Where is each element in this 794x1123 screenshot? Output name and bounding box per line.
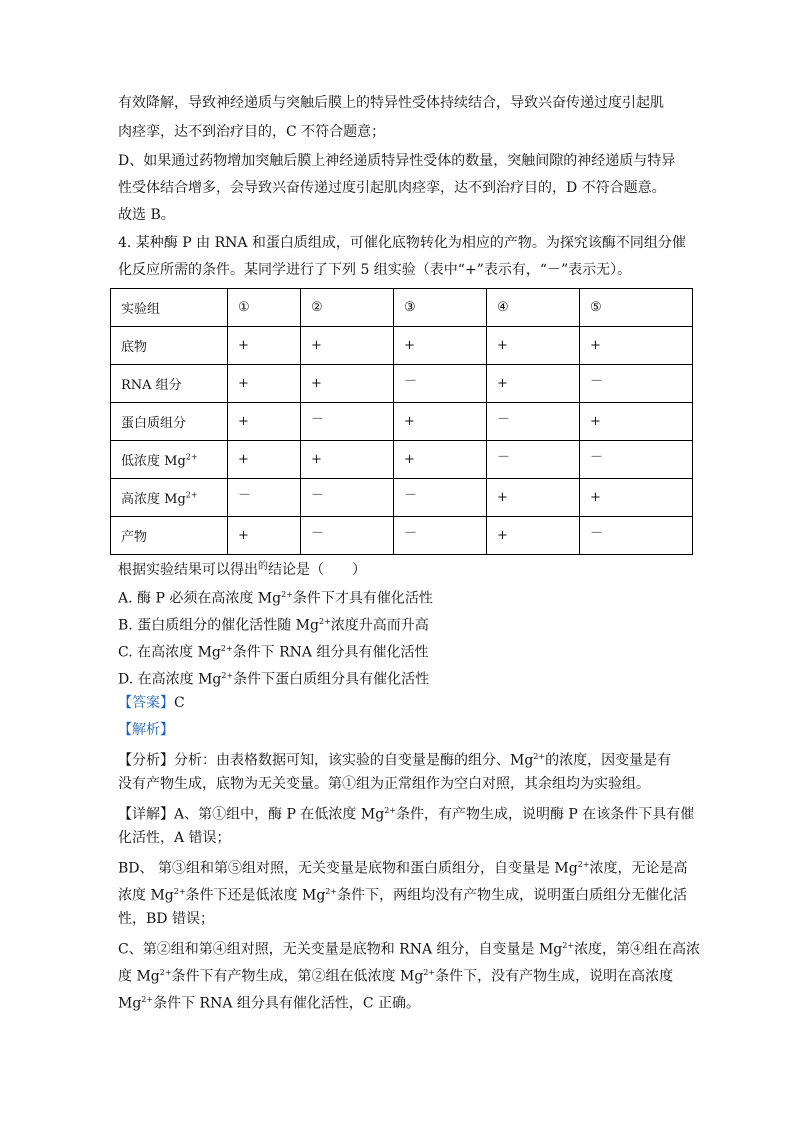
table-cell: + (394, 441, 487, 479)
table-cell (580, 517, 693, 555)
cell-value: － (311, 526, 325, 541)
analysis-line: 化活性，A 错误； (118, 830, 231, 846)
row-label: 蛋白质组分 (111, 403, 228, 441)
table-cell (301, 403, 394, 441)
row-label: 产物 (111, 517, 228, 555)
analysis-text: BD、 第③组和第⑤组对照，无关变量是底物和蛋白质组分，自变量是 Mg (118, 860, 578, 877)
table-cell (301, 517, 394, 555)
superscript: 2+ (185, 452, 198, 462)
table-header-cell: ② (301, 289, 394, 327)
analysis-line (118, 882, 687, 906)
analysis-text: 浓度，无论是高 (589, 860, 688, 877)
answer-value: C (174, 695, 185, 711)
analysis-line (118, 855, 688, 879)
table-cell (487, 403, 580, 441)
table-cell: + (580, 327, 693, 365)
analysis-text: 的浓度，因变量是有 (545, 752, 672, 769)
text-line: 故选 B。 (118, 207, 175, 223)
table-cell (487, 441, 580, 479)
analysis-tag: 【解析】 (118, 722, 174, 738)
table-row (111, 517, 693, 555)
answer-tag: 【答案】 (118, 695, 174, 711)
analysis-text: 浓度，第④组在高浓 (574, 941, 701, 958)
cell-value: － (590, 526, 604, 541)
table-header-row (111, 289, 693, 327)
superscript: 2+ (185, 490, 198, 500)
text-line: 有效降解，导致神经递质与突触后膜上的特异性受体持续结合，导致兴奋传递过度引起肌 (118, 95, 664, 111)
table-cell: + (487, 517, 580, 555)
cell-value: － (311, 488, 325, 503)
row-label (111, 441, 228, 479)
analysis-line (118, 747, 671, 771)
option-text: 条件下才具有催化活性 (292, 590, 433, 607)
option-d (118, 666, 429, 690)
table-row (111, 365, 693, 403)
table-cell (580, 365, 693, 403)
table-row (111, 479, 693, 517)
table-cell (228, 479, 301, 517)
analysis-text: C、第②组和第④组对照，无关变量是底物和 RNA 组分，自变量是 Mg (118, 941, 563, 958)
analysis-text: 条件下还是低浓度 Mg (185, 887, 326, 904)
analysis-line (118, 963, 673, 987)
question-stem-line: 4. 某种酶 P 由 RNA 和蛋白质组成，可催化底物转化为相应的产物。为探究该酶不同组分催 (118, 235, 686, 251)
cell-value: － (590, 450, 604, 465)
table-cell: + (580, 479, 693, 517)
analysis-text: 【详解】A、第①组中，酶 P 在低浓度 Mg (118, 806, 385, 823)
option-b (118, 612, 429, 636)
superscript: 2+ (325, 887, 338, 896)
row-label (111, 479, 228, 517)
table-header-cell: ④ (487, 289, 580, 327)
table-cell: + (228, 327, 301, 365)
superscript: 2+ (423, 968, 436, 977)
text-line: 肉痉挛，达不到治疗目的，C 不符合题意； (118, 124, 386, 140)
question-prompt (118, 560, 366, 582)
analysis-text: 条件下，没有产物生成，说明在高浓度 (435, 968, 674, 985)
cell-value: － (404, 374, 418, 389)
table-cell (301, 479, 394, 517)
analysis-line: 没有产物生成，底物为无关变量。第①组为正常组作为空白对照，其余组均为实验组。 (118, 776, 650, 792)
analysis-text: 条件下，两组均没有产物生成，说明蛋白质组分无催化活 (337, 887, 688, 904)
superscript: 2+ (281, 590, 293, 599)
option-text: 浓度升高而升高 (330, 617, 429, 634)
option-text: 条件下蛋白质组分具有催化活性 (233, 671, 430, 688)
analysis-text: Mg (118, 995, 142, 1012)
superscript: 2+ (533, 752, 546, 761)
superscript: 2+ (173, 887, 186, 896)
table-row (111, 327, 693, 365)
table-cell: + (580, 403, 693, 441)
table-cell: + (228, 403, 301, 441)
superscript: 2+ (318, 617, 331, 626)
row-label-text: 低浓度 Mg (121, 454, 186, 469)
text-line: D、如果通过药物增加突触后膜上神经递质特异性受体的数量，突触间隙的神经递质与特异 (118, 153, 676, 169)
superscript: 2+ (159, 968, 172, 977)
table-header-cell: 实验组 (111, 289, 228, 327)
table-cell: + (228, 441, 301, 479)
analysis-text: 条件，有产物生成，说明酶 P 在该条件下具有催 (395, 806, 695, 823)
row-label: 底物 (111, 327, 228, 365)
prompt-text: 根据实验结果可以得出 (118, 562, 258, 578)
table-row (111, 403, 693, 441)
question-stem-line: 化反应所需的条件。某同学进行了下列 5 组实验（表中“+”表示有，“－”表示无）。 (118, 262, 632, 278)
table-cell: + (301, 441, 394, 479)
cell-value: － (404, 526, 418, 541)
analysis-text: 条件下 RNA 组分具有催化活性，C 正确。 (153, 995, 421, 1012)
analysis-text: 度 Mg (118, 968, 160, 985)
table-cell: + (487, 479, 580, 517)
cell-value: － (311, 412, 325, 427)
table-cell: + (301, 365, 394, 403)
option-text: B. 蛋白质组分的催化活性随 Mg (118, 617, 319, 634)
option-text: 条件下 RNA 组分具有催化活性 (232, 644, 429, 661)
analysis-line: 性，BD 错误； (118, 911, 214, 927)
table-cell (394, 517, 487, 555)
analysis-line (118, 936, 700, 960)
superscript: 2+ (577, 860, 590, 869)
table-cell (394, 479, 487, 517)
superscript: 2+ (384, 806, 396, 815)
prompt-small-char: 的 (258, 561, 268, 572)
analysis-line (118, 801, 694, 825)
prompt-text: 结论是（ ） (268, 562, 366, 578)
cell-value: － (497, 450, 511, 465)
table-cell: + (228, 365, 301, 403)
superscript: 2+ (221, 671, 234, 680)
analysis-text: 浓度 Mg (118, 887, 174, 904)
row-label-text: 高浓度 Mg (121, 492, 186, 507)
cell-value: － (404, 488, 418, 503)
superscript: 2+ (562, 941, 575, 950)
cell-value: － (590, 374, 604, 389)
table-cell: + (394, 403, 487, 441)
superscript: 2+ (220, 644, 233, 653)
table-row (111, 441, 693, 479)
analysis-line (118, 990, 420, 1014)
table-cell (394, 365, 487, 403)
analysis-text: 【分析】分析：由表格数据可知，该实验的自变量是酶的组分、Mg (118, 752, 534, 769)
option-text: D. 在高浓度 Mg (118, 671, 222, 688)
table-cell: + (301, 327, 394, 365)
experiment-table (110, 288, 693, 555)
table-cell: + (394, 327, 487, 365)
table-header-cell: ③ (394, 289, 487, 327)
cell-value: － (238, 488, 252, 503)
table-cell: + (487, 365, 580, 403)
option-text: C. 在高浓度 Mg (118, 644, 221, 661)
option-c (118, 639, 428, 663)
table-cell: + (487, 327, 580, 365)
answer-line (118, 693, 185, 713)
text-line: 性受体结合增多，会导致兴奋传递过度引起肌肉痉挛，达不到治疗目的，D 不符合题意。 (118, 180, 666, 196)
cell-value: － (497, 412, 511, 427)
table-cell: + (228, 517, 301, 555)
option-a (118, 585, 433, 609)
analysis-text: 条件下有产物生成，第②组在低浓度 Mg (171, 968, 424, 985)
row-label: RNA 组分 (111, 365, 228, 403)
option-text: A. 酶 P 必须在高浓度 Mg (118, 590, 282, 607)
table-cell (580, 441, 693, 479)
table-header-cell: ① (228, 289, 301, 327)
superscript: 2+ (141, 995, 154, 1004)
table-header-cell: ⑤ (580, 289, 693, 327)
